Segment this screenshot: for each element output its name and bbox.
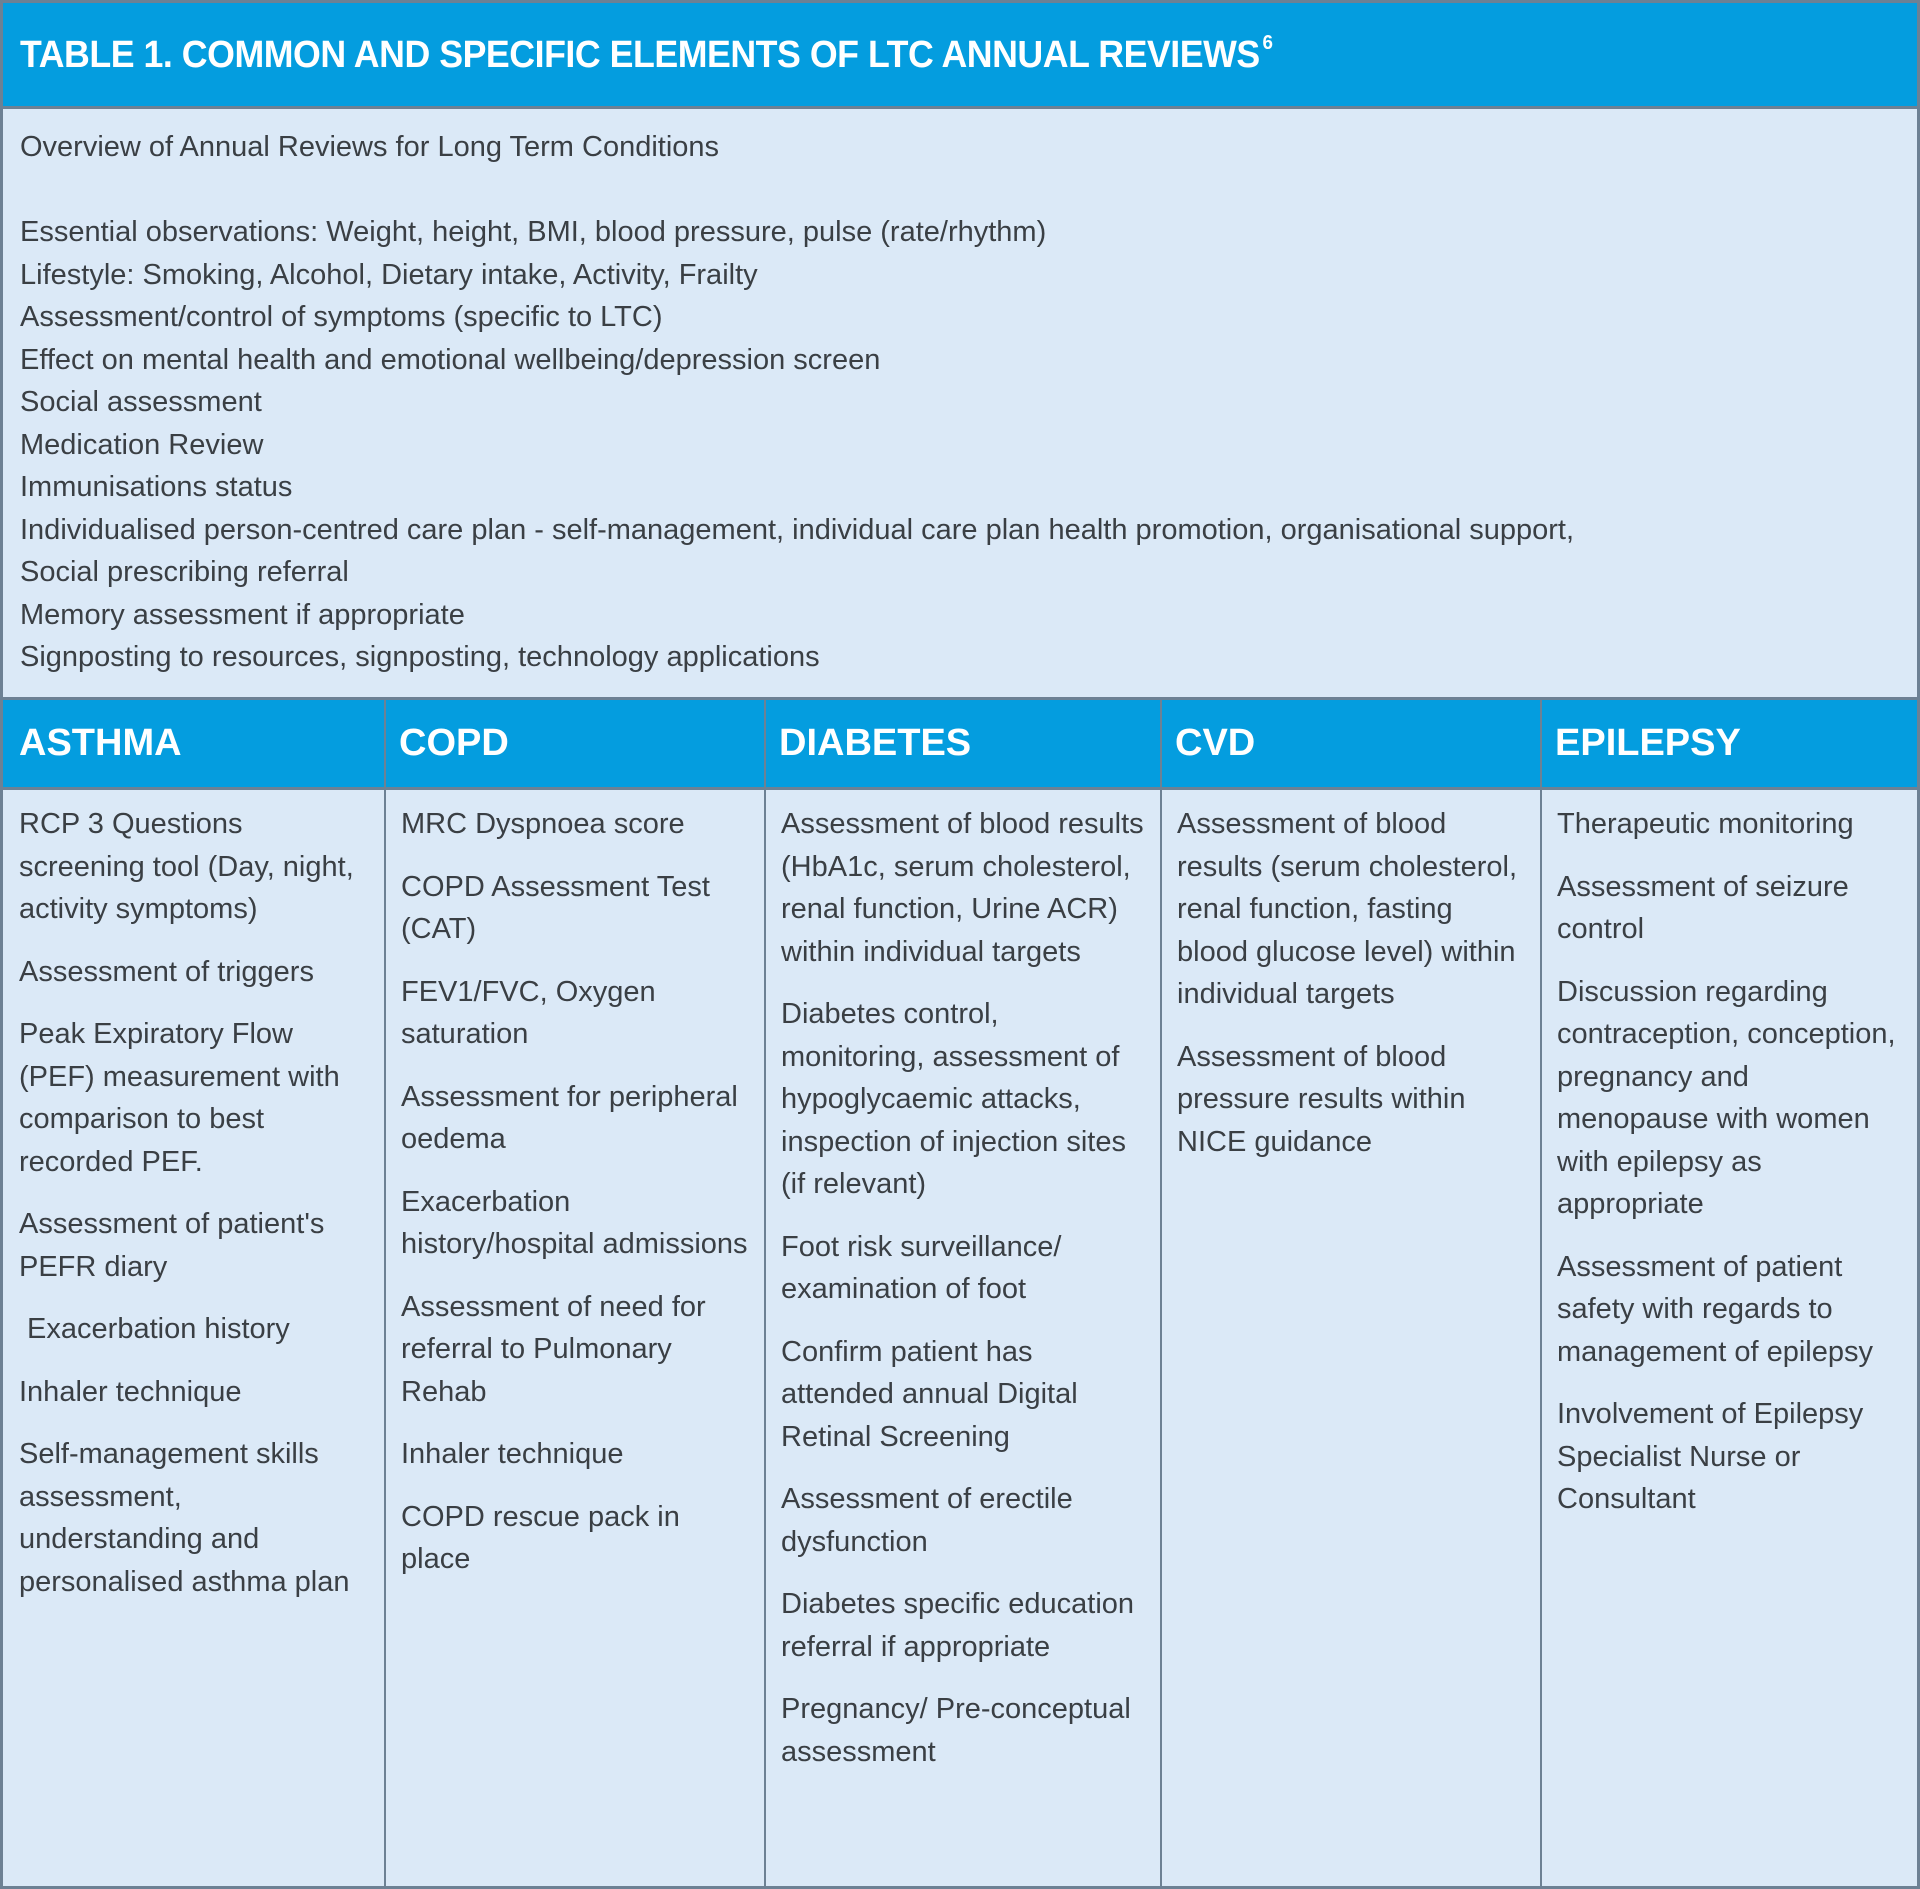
overview-line: Lifestyle: Smoking, Alcohol, Dietary intake, Activity, Frailty bbox=[20, 258, 758, 291]
overview-line: Assessment/control of symptoms (specific to LTC) bbox=[20, 301, 663, 333]
overview-line: Memory assessment if appropriate bbox=[20, 598, 465, 631]
list-item: Therapeutic monitoring bbox=[1557, 808, 1854, 840]
list-item: Assessment of patient safety with regards to management of epilepsy bbox=[1557, 1250, 1873, 1368]
list-item: Self-management skills assessment, understanding and personalised asthma plan bbox=[19, 1438, 350, 1598]
column-header-copd: COPD bbox=[399, 722, 509, 764]
list-item: Peak Expiratory Flow (PEF) measurement with comparison to best recorded PEF. bbox=[19, 1018, 340, 1178]
list-item: FEV1/FVC, Oxygen saturation bbox=[401, 975, 656, 1050]
column-cvd bbox=[1161, 793, 1541, 1889]
list-item: Assessment for peripheral oedema bbox=[401, 1080, 738, 1155]
overview-line: Medication Review bbox=[20, 428, 264, 461]
list-item: Discussion regarding contraception, conception, pregnancy and menopause with women with epilepsy as appropriate bbox=[1557, 975, 1896, 1220]
table-title-bar bbox=[3, 3, 1917, 109]
list-item: Inhaler technique bbox=[19, 1375, 242, 1408]
list-item: Pregnancy/ Pre-conceptual assessment bbox=[781, 1693, 1131, 1768]
list-item: Exacerbation history/hospital admissions bbox=[401, 1185, 748, 1260]
list-item: Diabetes control, monitoring, assessment of hypoglycaemic attacks, inspection of injection sites (if relevant) bbox=[781, 998, 1126, 1200]
column-header-asthma: ASTHMA bbox=[19, 722, 182, 764]
table-title-reference: 6 bbox=[1262, 32, 1273, 54]
list-item: Assessment of need for referral to Pulmonary Rehab bbox=[401, 1290, 706, 1408]
overview-line: Essential observations: Weight, height, BMI, blood pressure, pulse (rate/rhythm) bbox=[20, 216, 1047, 248]
list-item: RCP 3 Questions screening tool (Day, night, activity symptoms) bbox=[19, 808, 354, 925]
list-item: Assessment of patient's PEFR diary bbox=[19, 1208, 325, 1283]
list-item: COPD rescue pack in place bbox=[401, 1500, 680, 1575]
overview-line: Social assessment bbox=[20, 386, 262, 418]
column-header-epilepsy: EPILEPSY bbox=[1555, 722, 1741, 764]
overview-line: Individualised person-centred care plan - self-management, individual care plan health promotion, organisational support, bbox=[20, 513, 1575, 546]
overview-line: Signposting to resources, signposting, technology applications bbox=[20, 641, 820, 673]
column-copd bbox=[385, 793, 765, 1889]
column-epilepsy bbox=[1541, 793, 1917, 1889]
overview-line: Immunisations status bbox=[20, 471, 293, 503]
overview-heading: Overview of Annual Reviews for Long Term Conditions bbox=[20, 131, 720, 163]
column-header-diabetes: DIABETES bbox=[779, 722, 972, 764]
condition-header-row bbox=[3, 697, 1917, 790]
list-item: Diabetes specific education referral if appropriate bbox=[781, 1588, 1135, 1663]
column-diabetes bbox=[765, 793, 1161, 1889]
column-header-cvd: CVD bbox=[1175, 722, 1256, 764]
list-item: Assessment of blood pressure results within NICE guidance bbox=[1177, 1040, 1466, 1158]
list-item: Assessment of erectile dysfunction bbox=[781, 1483, 1073, 1558]
column-asthma bbox=[3, 793, 385, 1889]
list-item: Confirm patient has attended annual Digital Retinal Screening bbox=[781, 1335, 1078, 1453]
list-item: Foot risk surveillance/ examination of foot bbox=[781, 1230, 1062, 1305]
list-item: Assessment of blood results (HbA1c, serum cholesterol, renal function, Urine ACR) within individual targets bbox=[781, 808, 1144, 968]
list-item: Assessment of seizure control bbox=[1557, 870, 1849, 945]
overview-line: Effect on mental health and emotional wellbeing/depression screen bbox=[20, 343, 881, 376]
table-title-text: TABLE 1. COMMON AND SPECIFIC ELEMENTS OF LTC ANNUAL REVIEWS bbox=[20, 34, 1260, 76]
list-item: MRC Dyspnoea score bbox=[401, 808, 685, 840]
overview-section bbox=[3, 109, 1917, 696]
overview-line: Social prescribing referral bbox=[20, 556, 349, 588]
list-item: Inhaler technique bbox=[401, 1438, 624, 1470]
table-title bbox=[20, 32, 1273, 77]
list-item: Assessment of blood results (serum cholesterol, renal function, fasting blood glucose level) within individual targets bbox=[1177, 808, 1518, 1010]
list-item: COPD Assessment Test (CAT) bbox=[401, 870, 710, 945]
list-item: Involvement of Epilepsy Specialist Nurse or Consultant bbox=[1557, 1398, 1864, 1515]
list-item: Exacerbation history bbox=[19, 1313, 290, 1345]
list-item: Assessment of triggers bbox=[19, 955, 314, 988]
